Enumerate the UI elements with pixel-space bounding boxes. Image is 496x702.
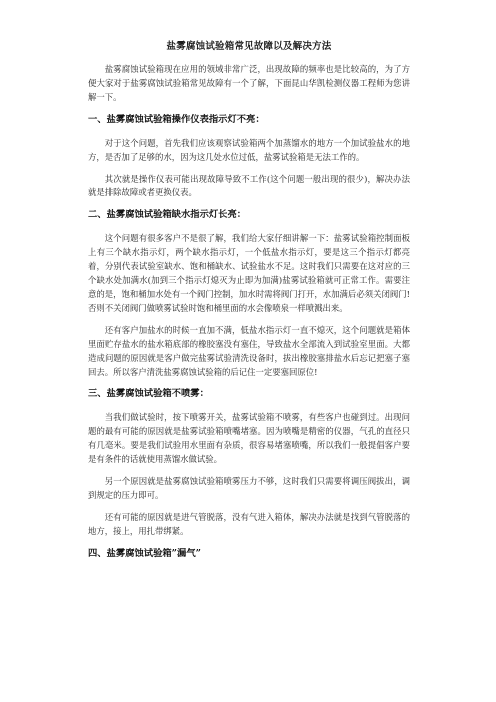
section-heading: 三、盐雾腐蚀试验箱不喷雾： bbox=[88, 388, 209, 400]
section-paragraph: 其次就是操作仪表可能出现故障导致不工作(这个问题一般出现的很少)，解决办法就是排除故障或者更换仪表。 bbox=[88, 173, 410, 198]
section-2 bbox=[88, 208, 410, 379]
section-heading: 二、盐雾腐蚀试验箱缺水指示灯长亮： bbox=[88, 209, 247, 221]
section-paragraph: 还有可能的原因就是进气管脱落，没有气进入箱体，解决办法就是找到气管脱落的地方，接上，用扎带绑紧。 bbox=[88, 511, 410, 536]
section-paragraph: 还有客户加盐水的时候一直加不满，低盐水指示灯一直不熄灭，这个问题就是箱体里面贮存盐水的盐水箱底部的橡胶塞没有塞住，导致盐水全部流入到试验室里面。大都造成问题的原因就是客户做完盐雾试验清洗设备时，拔出橡胶塞排盐水后忘记把塞子塞回去。所以客户清洗盐雾腐蚀试验箱的后记住一定要塞回原位! bbox=[88, 324, 410, 377]
section-paragraph: 当我们做试验时，按下喷雾开关，盐雾试验箱不喷雾，有些客户也碰到过。出现问题的最有可能的原因就是盐雾试验箱喷嘴堵塞。因为喷嘴是精密的仪器，气孔的直径只有几毫米。要是我们试验用水里面有杂质，很容易堵塞喷嘴，所以我们一般提倡客户要是有条件的话就使用蒸馏水做试验。 bbox=[88, 412, 410, 465]
section-paragraph: 这个问题有很多客户不是很了解，我们给大家仔细讲解一下：盐雾试验箱控制面板上有三个缺水指示灯，两个缺水指示灯，一个低盐水指示灯，要是这三个指示灯都亮着，分别代表试验室缺水、饱和桶缺水、试验盐水不足。这时我们只需要在这对应的三个缺水处加满水(加到三个指示灯熄灭为止即为加满)盐雾试验箱就可正常工作。需要注意的是，饱和桶加水处有一个阀门控制，加水时需将阀门打开，水加满后必须关闭阀门!否则不关闭阀门做喷雾试验时饱和桶里面的水会像喷泉一样喷溅出来。 bbox=[88, 233, 410, 313]
section-paragraph: 对于这个问题，首先我们应该观察试验箱两个加蒸馏水的地方一个加试验盐水的地方，是否加了足够的水，因为这几处水位过低，盐雾试验箱是无法工作的。 bbox=[88, 137, 410, 162]
section-3 bbox=[88, 387, 410, 538]
section-heading: 四、盐雾腐蚀试验箱”漏气” bbox=[88, 547, 201, 559]
section-paragraph: 另一个原因就是盐雾腐蚀试验箱喷雾压力不够，这时我们只需要将调压阀拔出，调到规定的压力即可。 bbox=[88, 476, 410, 500]
document-title: 盐雾腐蚀试验箱常见故障以及解决方法 bbox=[166, 41, 332, 52]
section-4 bbox=[88, 547, 410, 561]
section-1 bbox=[88, 113, 410, 201]
intro-paragraph: 盐雾腐蚀试验箱现在应用的领域非常广泛，出现故障的频率也是比较高的，为了方便大家对于盐雾腐蚀试验箱常见故障有一个了解，下面昆山华凯检测仪器工程师为您讲解一下。 bbox=[88, 64, 410, 102]
section-heading: 一、盐雾腐蚀试验箱操作仪表指示灯不亮： bbox=[88, 113, 265, 125]
